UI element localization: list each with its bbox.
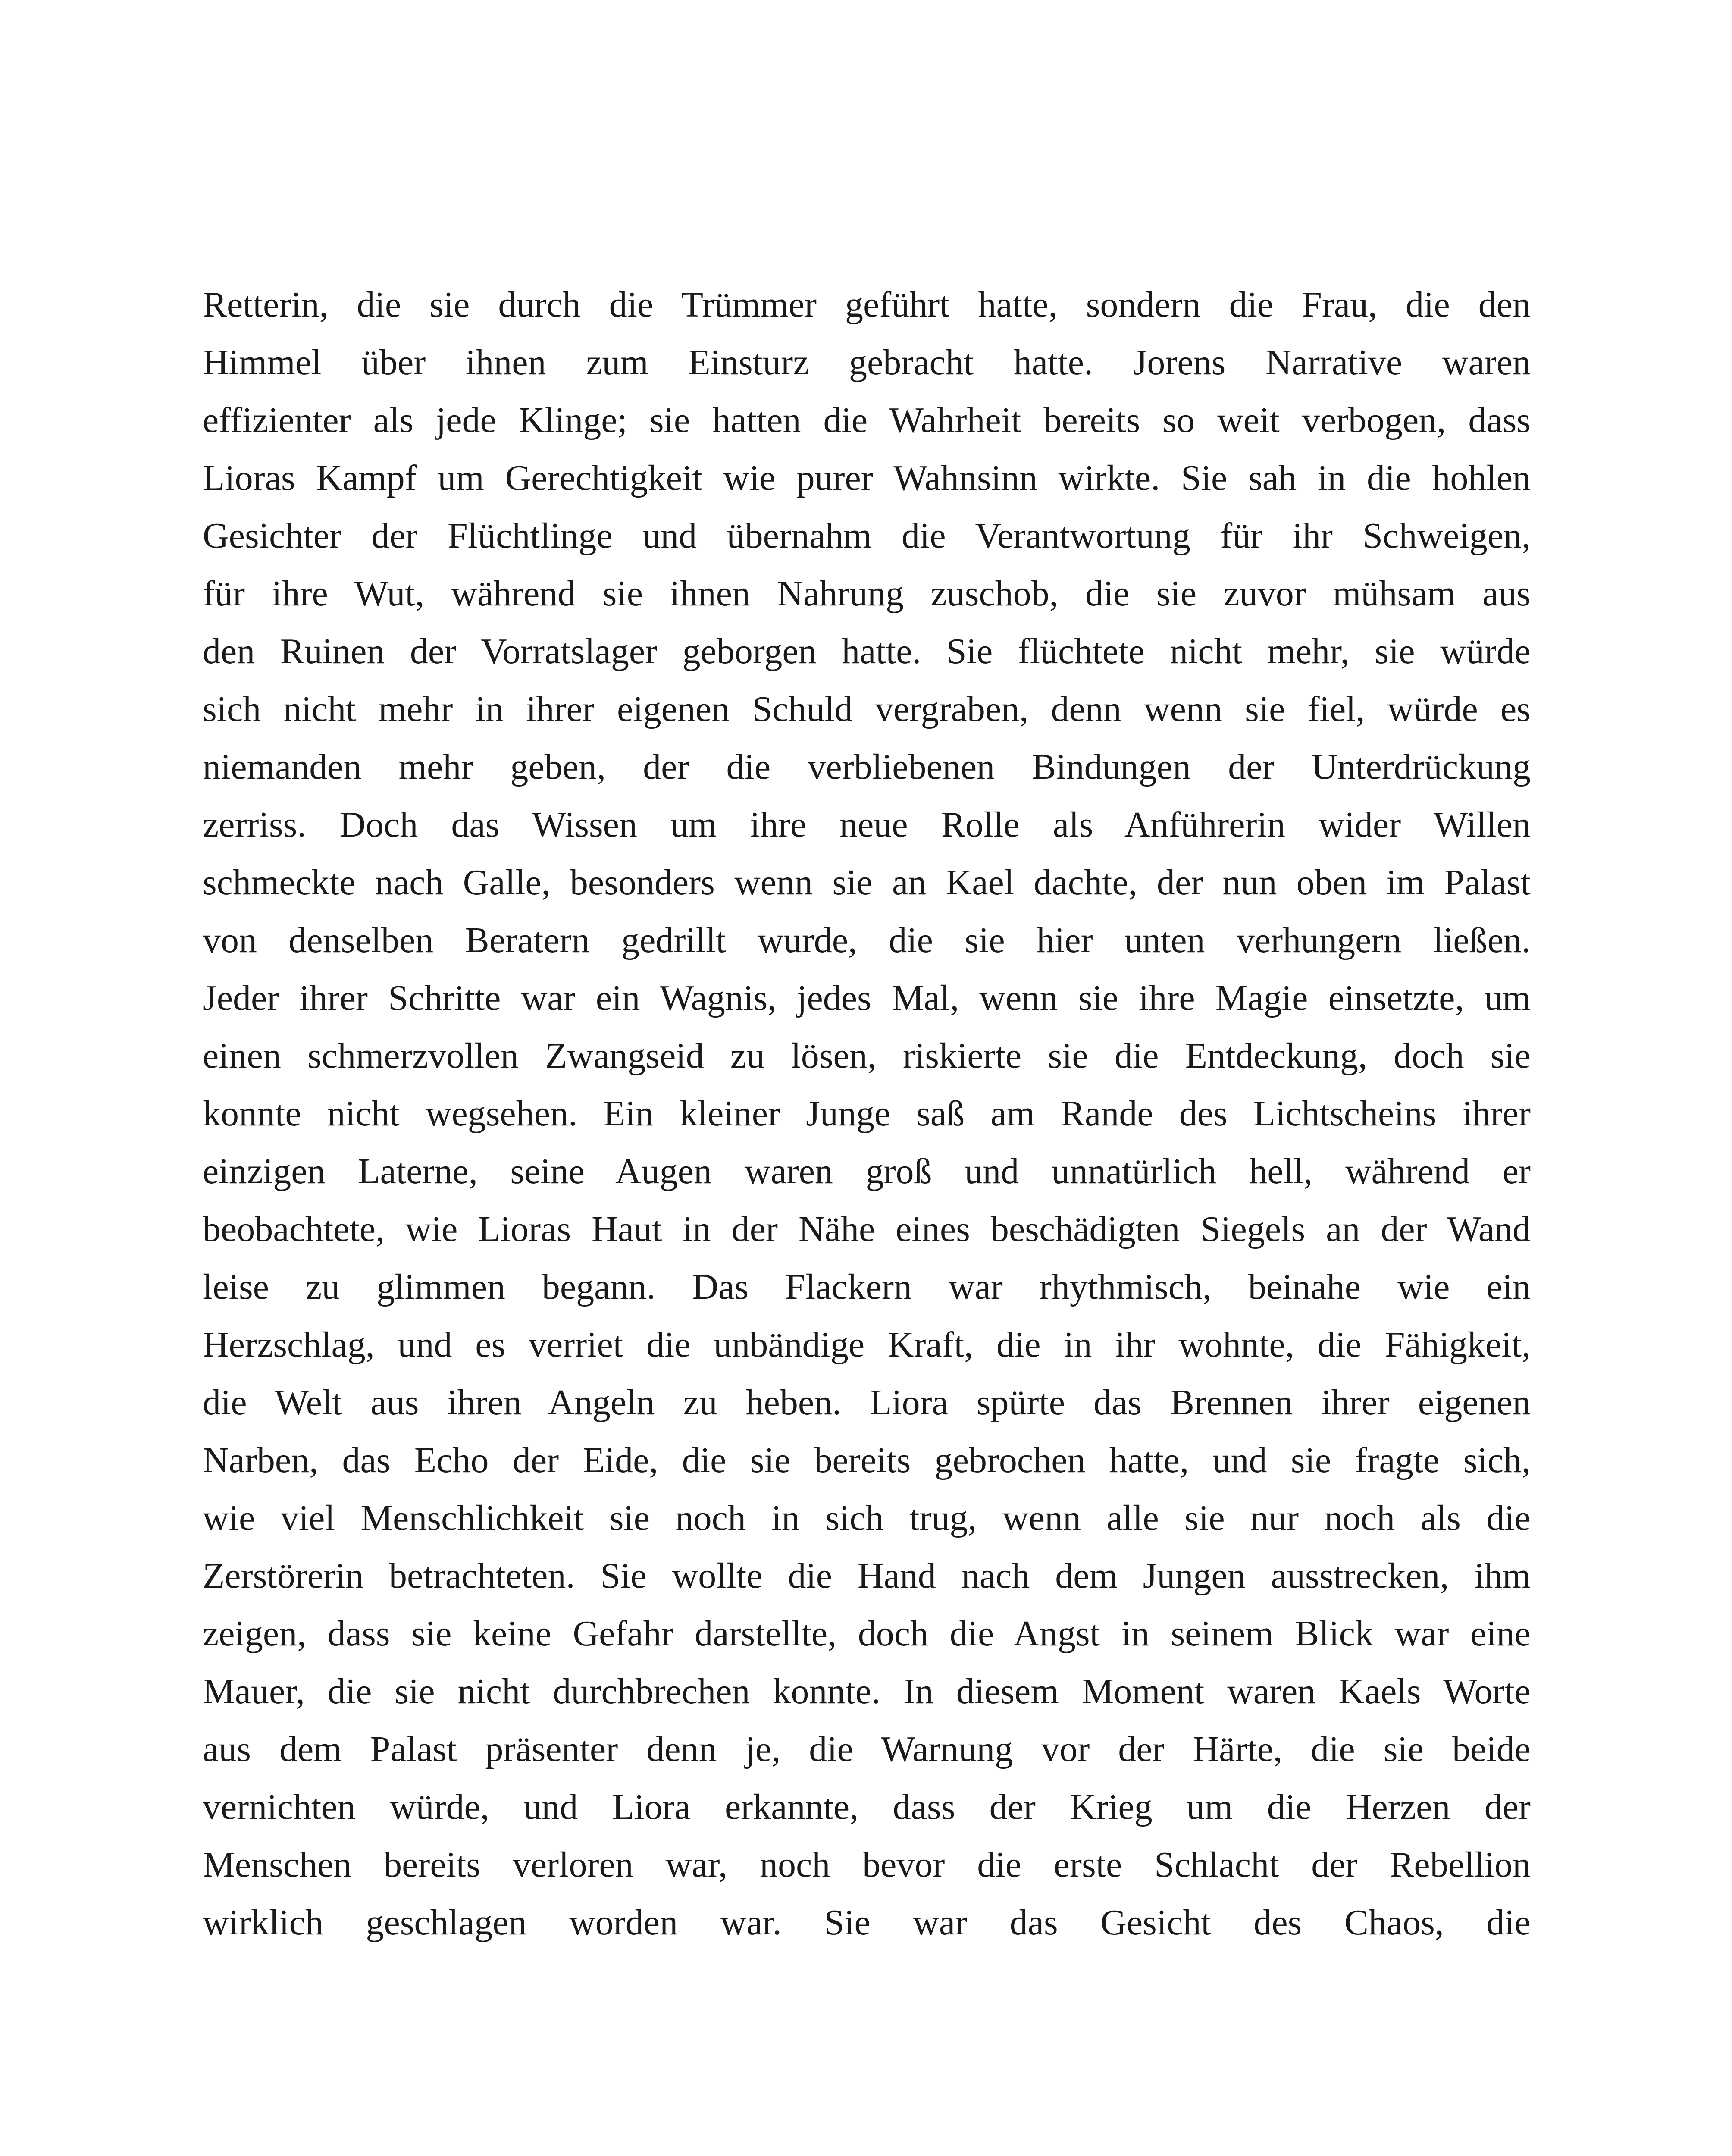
- text-line: wie viel Menschlichkeit sie noch in sich trug, wenn alle sie nur noch als die: [203, 1498, 1531, 1538]
- text-line: für ihre Wut, während sie ihnen Nahrung zuschob, die sie zuvor mühsam aus: [203, 573, 1531, 614]
- text-line: einen schmerzvollen Zwangseid zu lösen, riskierte sie die Entdeckung, doch sie: [203, 1036, 1531, 1076]
- text-line: Menschen bereits verloren war, noch bevor die erste Schlacht der Rebellion: [203, 1845, 1531, 1885]
- text-line: beobachtete, wie Lioras Haut in der Nähe eines beschädigten Siegels an der Wand: [203, 1209, 1531, 1249]
- text-line: Retterin, die sie durch die Trümmer geführt hatte, sondern die Frau, die den: [203, 285, 1531, 325]
- text-line: niemanden mehr geben, der die verbliebenen Bindungen der Unterdrückung: [203, 747, 1531, 787]
- text-line: die Welt aus ihren Angeln zu heben. Liora spürte das Brennen ihrer eigenen: [203, 1382, 1531, 1423]
- text-line: Herzschlag, und es verriet die unbändige Kraft, die in ihr wohnte, die Fähigkeit,: [203, 1325, 1531, 1365]
- text-line: Mauer, die sie nicht durchbrechen konnte. In diesem Moment waren Kaels Worte: [203, 1671, 1531, 1711]
- text-line: Zerstörerin betrachteten. Sie wollte die Hand nach dem Jungen ausstrecken, ihm: [203, 1556, 1531, 1596]
- text-line: Jeder ihrer Schritte war ein Wagnis, jedes Mal, wenn sie ihre Magie einsetzte, um: [203, 978, 1531, 1018]
- text-line: Narben, das Echo der Eide, die sie bereits gebrochen hatte, und sie fragte sich,: [203, 1440, 1531, 1480]
- text-line: zerriss. Doch das Wissen um ihre neue Rolle als Anführerin wider Willen: [203, 805, 1531, 845]
- text-line: Himmel über ihnen zum Einsturz gebracht hatte. Jorens Narrative waren: [203, 342, 1531, 382]
- body-text: [203, 276, 1531, 1952]
- text-line: wirklich geschlagen worden war. Sie war das Gesicht des Chaos, die: [203, 1902, 1531, 1943]
- text-line: effizienter als jede Klinge; sie hatten die Wahrheit bereits so weit verbogen, dass: [203, 400, 1531, 440]
- text-line: von denselben Beratern gedrillt wurde, die sie hier unten verhungern ließen.: [203, 920, 1531, 960]
- text-line: Gesichter der Flüchtlinge und übernahm die Verantwortung für ihr Schweigen,: [203, 516, 1531, 556]
- text-line: zeigen, dass sie keine Gefahr darstellte, doch die Angst in seinem Blick war eine: [203, 1614, 1531, 1654]
- text-line: aus dem Palast präsenter denn je, die Warnung vor der Härte, die sie beide: [203, 1729, 1531, 1769]
- text-line: konnte nicht wegsehen. Ein kleiner Junge saß am Rande des Lichtscheins ihrer: [203, 1094, 1531, 1134]
- text-line: den Ruinen der Vorratslager geborgen hatte. Sie flüchtete nicht mehr, sie würde: [203, 631, 1531, 671]
- text-line: Lioras Kampf um Gerechtigkeit wie purer Wahnsinn wirkte. Sie sah in die hohlen: [203, 458, 1531, 498]
- text-line: einzigen Laterne, seine Augen waren groß und unnatürlich hell, während er: [203, 1151, 1531, 1191]
- text-line: schmeckte nach Galle, besonders wenn sie an Kael dachte, der nun oben im Palast: [203, 862, 1531, 903]
- text-line: leise zu glimmen begann. Das Flackern war rhythmisch, beinahe wie ein: [203, 1267, 1531, 1307]
- text-line: sich nicht mehr in ihrer eigenen Schuld vergraben, denn wenn sie fiel, würde es: [203, 689, 1531, 729]
- text-line: vernichten würde, und Liora erkannte, dass der Krieg um die Herzen der: [203, 1787, 1531, 1827]
